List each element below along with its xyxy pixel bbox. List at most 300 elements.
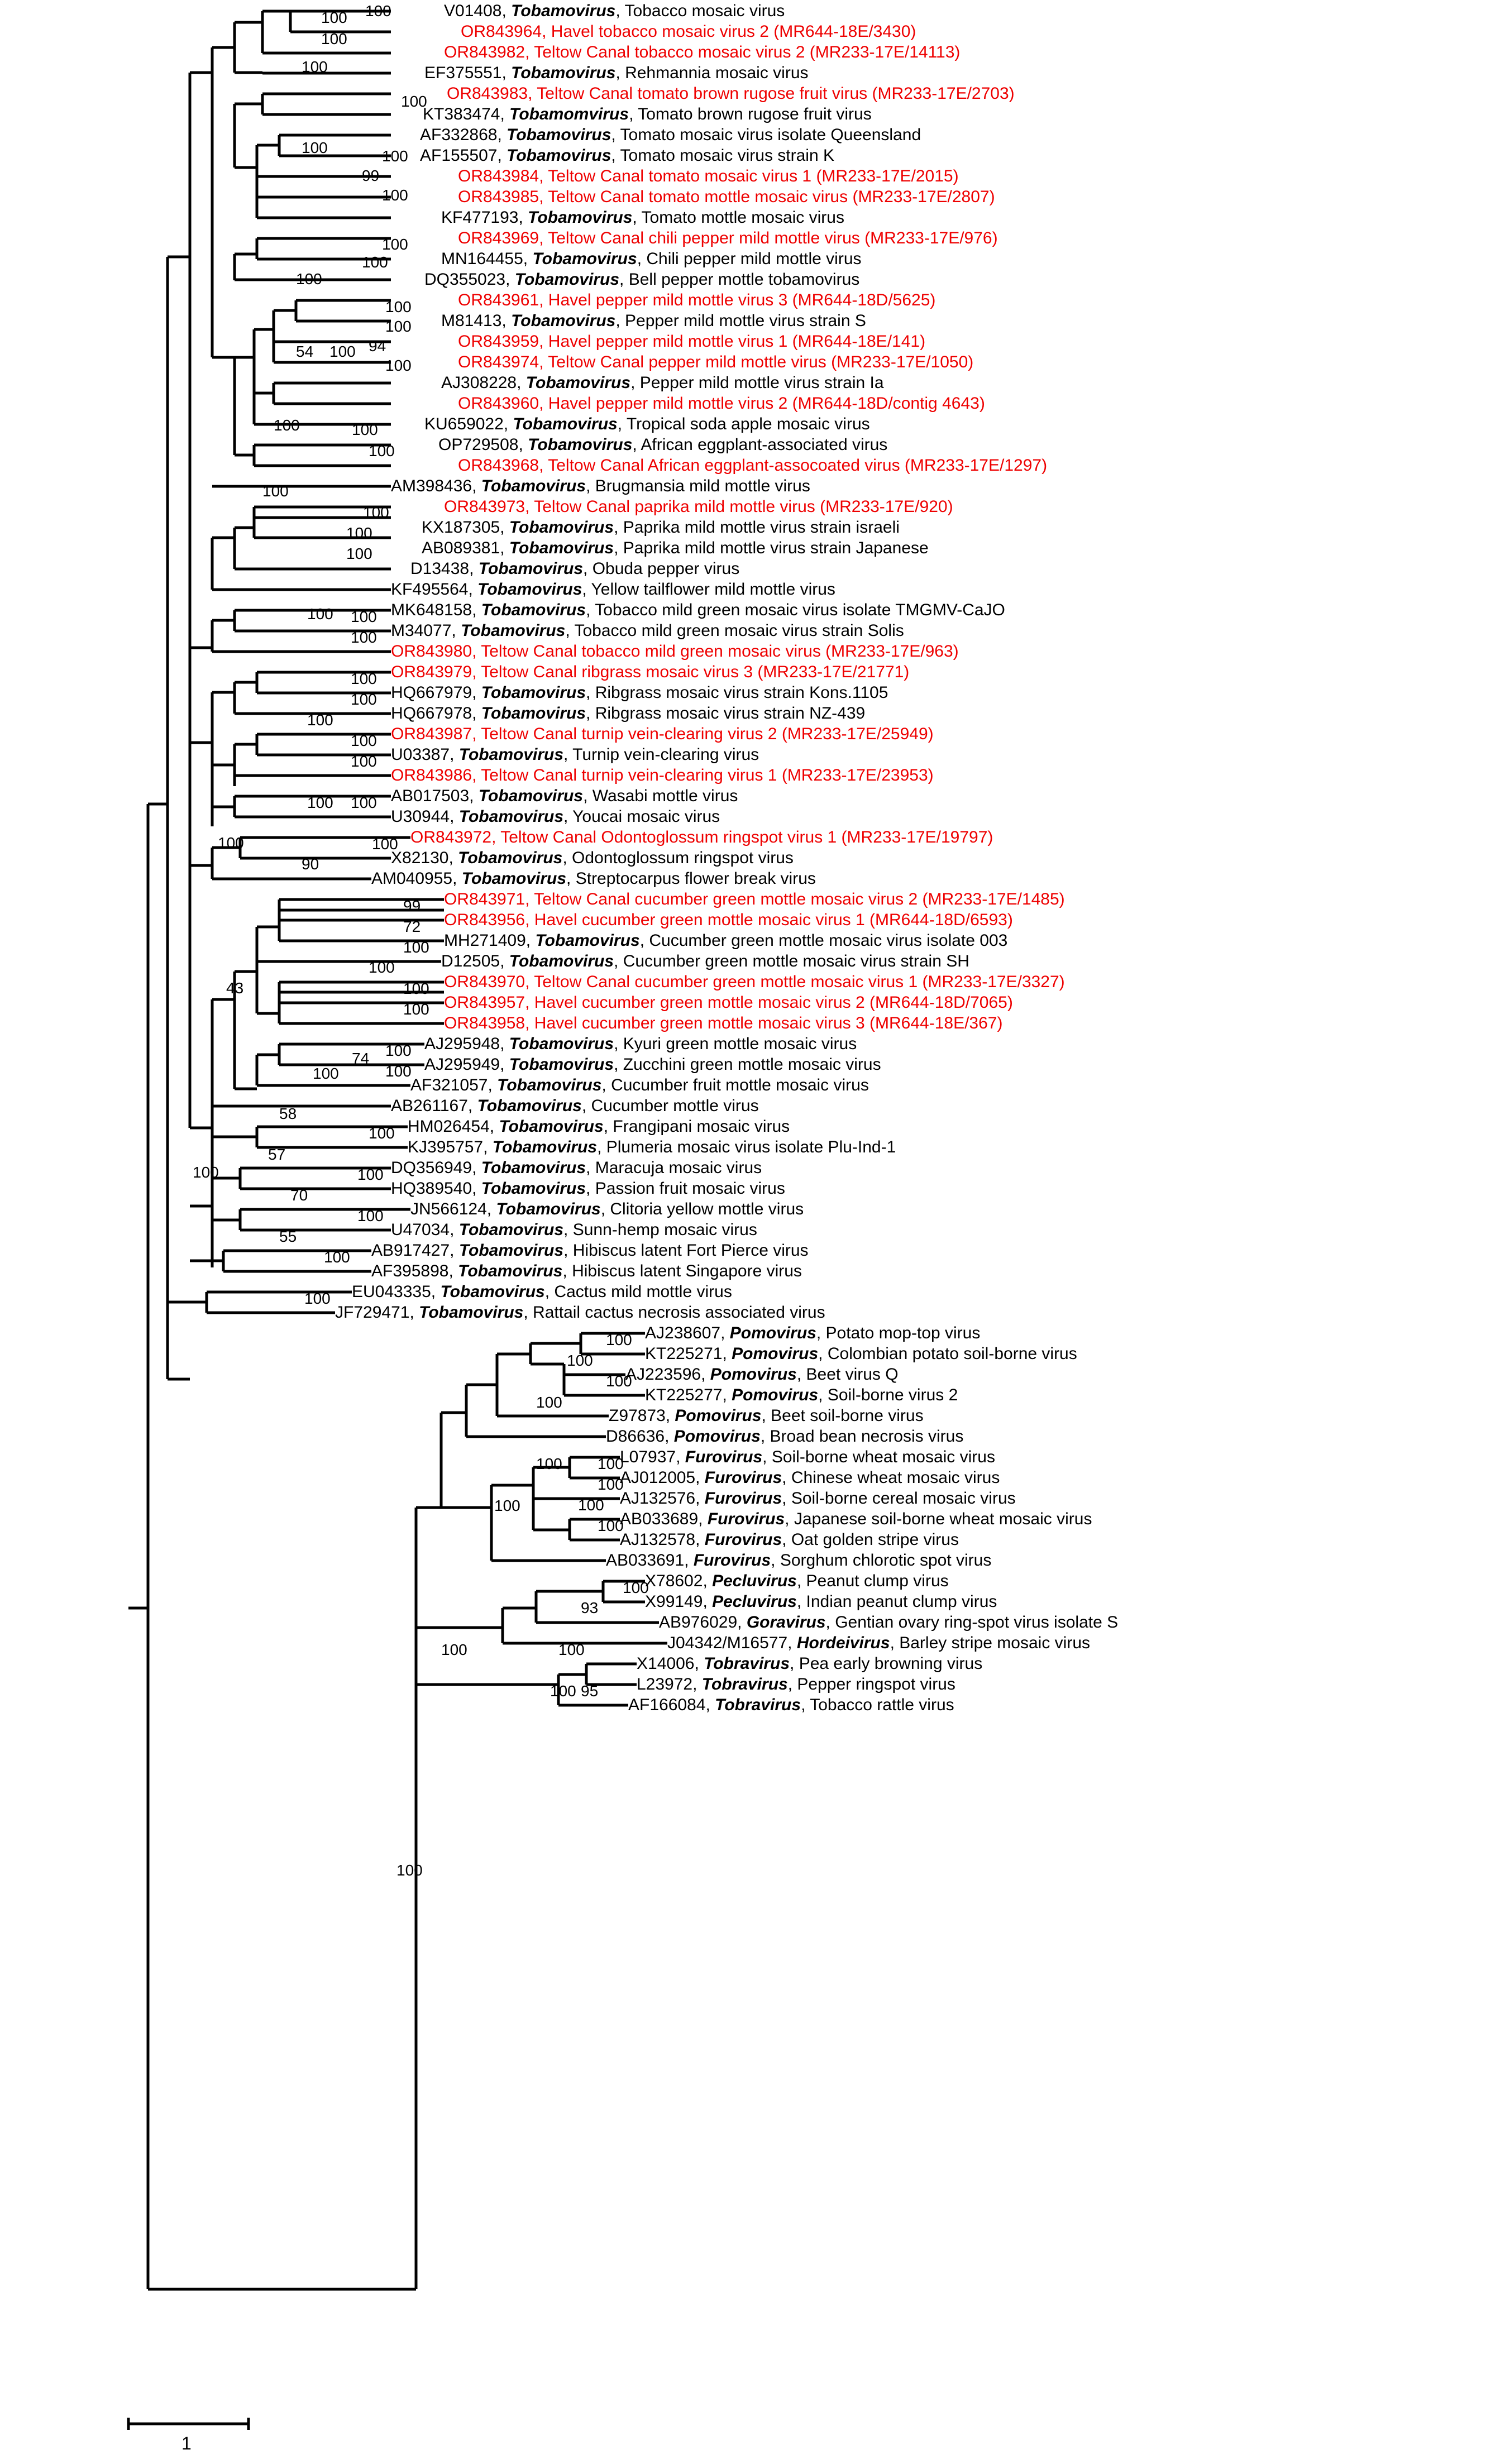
tip-accession: OR843986 xyxy=(391,766,472,784)
tip-label: DQ355023, Tobamovirus, Bell pepper mottle tobamovirus xyxy=(424,270,860,289)
tip-label: KT383474, Tobamomvirus, Tomato brown rugose fruit virus xyxy=(423,105,872,123)
tip-genus: Tobamovirus xyxy=(458,849,563,867)
tip-virus-name: Ribgrass mosaic virus strain Kons.1105 xyxy=(595,683,888,702)
tip-genus: Tobamovirus xyxy=(458,1262,563,1280)
tip-accession: MK648158 xyxy=(391,601,472,619)
tip-genus: Tobamovirus xyxy=(496,1200,601,1218)
tip-virus-name: Teltow Canal chili pepper mild mottle virus (MR233-17E/976) xyxy=(548,229,998,247)
tip-genus: Tobamovirus xyxy=(492,1138,598,1156)
bootstrap-value: 100 xyxy=(357,1207,384,1224)
tip-genus: Tobamovirus xyxy=(499,1117,604,1136)
tip-accession: HQ389540 xyxy=(391,1179,472,1198)
tip-accession: AJ012005 xyxy=(620,1468,696,1487)
bootstrap-value: 100 xyxy=(369,442,395,460)
bootstrap-value: 100 xyxy=(346,545,372,562)
tip-virus-name: Tobacco rattle virus xyxy=(810,1696,954,1714)
tip-genus: Pomovirus xyxy=(732,1386,819,1404)
bootstrap-value: 100 xyxy=(567,1352,593,1369)
tip-label: HQ667978, Tobamovirus, Ribgrass mosaic virus strain NZ-439 xyxy=(391,704,866,723)
tip-accession: MN164455 xyxy=(441,250,523,268)
tip-virus-name: Pea early browning virus xyxy=(799,1654,983,1673)
bootstrap-value: 100 xyxy=(362,253,388,271)
tip-accession: AB976029 xyxy=(659,1613,738,1631)
tip-genus: Pecluvirus xyxy=(712,1572,797,1590)
tip-accession: AF321057 xyxy=(410,1076,488,1094)
bootstrap-value: 70 xyxy=(290,1186,308,1204)
tip-virus-name: Rattail cactus necrosis associated virus xyxy=(533,1303,825,1322)
tip-genus: Tobamovirus xyxy=(509,539,614,557)
tip-label: AJ295949, Tobamovirus, Zucchini green mottle mosaic virus xyxy=(424,1055,881,1074)
bootstrap-value: 100 xyxy=(262,482,289,500)
tip-label: OR843959, Havel pepper mild mottle virus 1 (MR644-18E/141) xyxy=(458,332,926,351)
tip-virus-name: Havel tobacco mosaic virus 2 (MR644-18E/3430) xyxy=(551,22,916,41)
tip-label: L23972, Tobravirus, Pepper ringspot virus xyxy=(637,1675,955,1693)
tip-genus: Tobamovirus xyxy=(532,250,637,268)
tip-genus: Tobamovirus xyxy=(509,1035,614,1053)
tip-accession: KX187305 xyxy=(422,518,500,537)
tip-label: AB033689, Furovirus, Japanese soil-borne wheat mosaic virus xyxy=(620,1510,1092,1528)
tip-virus-name: Broad bean necrosis virus xyxy=(770,1427,964,1446)
tip-label: AB017503, Tobamovirus, Wasabi mottle virus xyxy=(391,787,738,805)
bootstrap-value: 100 xyxy=(385,1042,412,1059)
tip-label: X78602, Pecluvirus, Peanut clump virus xyxy=(645,1572,949,1590)
tip-accession: Z97873 xyxy=(609,1406,666,1425)
tip-accession: AJ295948 xyxy=(424,1035,500,1053)
bootstrap-value: 90 xyxy=(302,855,319,873)
tip-genus: Tobamovirus xyxy=(477,1097,582,1115)
tip-label: X82130, Tobamovirus, Odontoglossum ringspot virus xyxy=(391,849,794,867)
bootstrap-value: 100 xyxy=(321,30,347,47)
tip-label: AB261167, Tobamovirus, Cucumber mottle virus xyxy=(391,1097,759,1115)
tip-genus: Tobamovirus xyxy=(525,374,631,392)
tip-virus-name: Beet virus Q xyxy=(806,1365,899,1384)
bootstrap-value: 100 xyxy=(313,1065,339,1082)
tip-genus: Pomovirus xyxy=(732,1345,819,1363)
tip-genus: Tobamovirus xyxy=(458,1241,564,1260)
bootstrap-value: 100 xyxy=(365,2,391,20)
bootstrap-value: 100 xyxy=(351,670,377,687)
tip-accession: AJ238607 xyxy=(645,1324,721,1342)
tip-accession: OR843961 xyxy=(458,291,539,309)
bootstrap-value: 100 xyxy=(369,1125,395,1142)
tip-virus-name: Maracuja mosaic virus xyxy=(595,1159,762,1177)
tip-virus-name: Indian peanut clump virus xyxy=(806,1592,997,1611)
tip-virus-name: Soil-borne virus 2 xyxy=(827,1386,958,1404)
bootstrap-value: 100 xyxy=(351,629,377,646)
tip-genus: Pecluvirus xyxy=(712,1592,797,1611)
tip-accession: OR843983 xyxy=(447,84,528,103)
tip-label: AJ238607, Pomovirus, Potato mop-top virus xyxy=(645,1324,981,1342)
bootstrap-value: 57 xyxy=(268,1146,286,1163)
bootstrap-value: 100 xyxy=(606,1372,632,1390)
tip-accession: X14006 xyxy=(637,1654,695,1673)
tip-accession: KU659022 xyxy=(424,415,504,433)
tip-virus-name: Teltow Canal turnip vein-clearing virus 1 (MR233-17E/23953) xyxy=(481,766,934,784)
tip-virus-name: Cactus mild mottle virus xyxy=(554,1283,732,1301)
tip-accession: X82130 xyxy=(391,849,449,867)
bootstrap-value: 100 xyxy=(296,270,322,288)
tip-accession: OR843964 xyxy=(461,22,542,41)
tip-genus: Tobamovirus xyxy=(461,621,566,640)
bootstrap-value: 100 xyxy=(385,357,412,374)
tip-accession: OR843984 xyxy=(458,167,539,185)
tip-label: AB089381, Tobamovirus, Paprika mild mottle virus strain Japanese xyxy=(422,539,929,557)
tip-virus-name: Havel pepper mild mottle virus 2 (MR644-18D/contig 4643) xyxy=(548,394,985,413)
tip-genus: Tobamovirus xyxy=(509,518,614,537)
bootstrap-value: 100 xyxy=(351,608,377,625)
tip-genus: Furovirus xyxy=(693,1551,771,1570)
tip-label: J04342/M16577, Hordeivirus, Barley stripe mosaic virus xyxy=(667,1634,1090,1652)
tip-accession: EU043335 xyxy=(352,1283,431,1301)
tip-label: AJ295948, Tobamovirus, Kyuri green mottle mosaic virus xyxy=(424,1035,857,1053)
tip-label: OR843956, Havel cucumber green mottle mosaic virus 1 (MR644-18D/6593) xyxy=(444,911,1013,929)
bootstrap-value: 100 xyxy=(382,186,408,204)
tip-virus-name: Sorghum chlorotic spot virus xyxy=(780,1551,992,1570)
tip-genus: Tobamovirus xyxy=(511,312,616,330)
tip-genus: Tobravirus xyxy=(715,1696,801,1714)
tip-virus-name: Ribgrass mosaic virus strain NZ-439 xyxy=(595,704,866,723)
tip-label: D13438, Tobamovirus, Obuda pepper virus xyxy=(410,559,740,578)
tip-virus-name: Gentian ovary ring-spot virus isolate S xyxy=(835,1613,1119,1631)
tip-accession: OR843974 xyxy=(458,353,539,371)
tip-virus-name: Tomato mosaic virus isolate Queensland xyxy=(620,126,921,144)
tip-accession: KT225277 xyxy=(645,1386,723,1404)
tip-label: AM398436, Tobamovirus, Brugmansia mild mottle virus xyxy=(391,477,810,495)
tip-label: OR843957, Havel cucumber green mottle mosaic virus 2 (MR644-18D/7065) xyxy=(444,993,1013,1012)
tip-label: D12505, Tobamovirus, Cucumber green mottle mosaic virus strain SH xyxy=(441,952,969,970)
tip-genus: Tobamovirus xyxy=(535,931,640,950)
tip-accession: OR843968 xyxy=(458,456,539,475)
tip-accession: AJ223596 xyxy=(625,1365,701,1384)
tip-virus-name: Peanut clump virus xyxy=(806,1572,949,1590)
tip-label: X99149, Pecluvirus, Indian peanut clump virus xyxy=(645,1592,997,1611)
tip-accession: KJ395757 xyxy=(408,1138,484,1156)
tip-virus-name: Teltow Canal Odontoglossum ringspot virus 1 (MR233-17E/19797) xyxy=(500,828,993,846)
tip-accession: AF395898 xyxy=(371,1262,449,1280)
bootstrap-value: 43 xyxy=(226,979,244,997)
tip-accession: OR843980 xyxy=(391,642,472,661)
tip-label: OR843969, Teltow Canal chili pepper mild mottle virus (MR233-17E/976) xyxy=(458,229,998,247)
tip-label: AM040955, Tobamovirus, Streptocarpus flower break virus xyxy=(371,869,816,888)
tip-virus-name: Kyuri green mottle mosaic virus xyxy=(623,1035,857,1053)
tip-accession: V01408 xyxy=(444,2,502,20)
bootstrap-value: 100 xyxy=(385,1063,412,1080)
bootstrap-value: 100 xyxy=(385,298,412,315)
tip-genus: Tobamovirus xyxy=(458,1221,564,1239)
tip-virus-name: Pepper mild mottle virus strain Ia xyxy=(639,374,884,392)
tip-virus-name: Oat golden stripe virus xyxy=(791,1530,959,1549)
tip-virus-name: Tomato mosaic virus strain K xyxy=(620,146,834,165)
bootstrap-value: 99 xyxy=(362,167,380,184)
tip-label: OR843986, Teltow Canal turnip vein-clearing virus 1 (MR233-17E/23953) xyxy=(391,766,934,784)
tip-accession: AM398436 xyxy=(391,477,472,495)
tip-accession: U30944 xyxy=(391,807,450,826)
tip-accession: D86636 xyxy=(606,1427,665,1446)
tip-label: U47034, Tobamovirus, Sunn-hemp mosaic virus xyxy=(391,1221,757,1239)
tip-label: KJ395757, Tobamovirus, Plumeria mosaic virus isolate Plu-Ind-1 xyxy=(408,1138,896,1156)
bootstrap-value: 100 xyxy=(369,959,395,976)
tip-genus: Tobamovirus xyxy=(509,1055,614,1074)
tip-virus-name: Teltow Canal tobacco mild green mosaic virus (MR233-17E/963) xyxy=(481,642,959,661)
tip-virus-name: Teltow Canal tobacco mosaic virus 2 (MR233-17E/14113) xyxy=(534,43,961,61)
tip-genus: Tobamovirus xyxy=(458,745,564,764)
tip-label: AF166084, Tobravirus, Tobacco rattle virus xyxy=(628,1696,954,1714)
tip-accession: D13438 xyxy=(410,559,470,578)
tip-label: MN164455, Tobamovirus, Chili pepper mild mottle virus xyxy=(441,250,862,268)
tip-virus-name: Yellow tailflower mild mottle virus xyxy=(591,580,835,599)
tip-label: KU659022, Tobamovirus, Tropical soda apple mosaic virus xyxy=(424,415,870,433)
tip-label: OR843964, Havel tobacco mosaic virus 2 (MR644-18E/3430) xyxy=(461,22,916,41)
tip-accession: OR843972 xyxy=(410,828,492,846)
tip-label: MH271409, Tobamovirus, Cucumber green mottle mosaic virus isolate 003 xyxy=(444,931,1008,950)
tip-label: OR843961, Havel pepper mild mottle virus 3 (MR644-18D/5625) xyxy=(458,291,936,309)
bootstrap-value: 100 xyxy=(382,236,408,253)
tip-label: JN566124, Tobamovirus, Clitoria yellow mottle virus xyxy=(410,1200,804,1218)
tip-genus: Pomovirus xyxy=(710,1365,797,1384)
tip-label: OR843980, Teltow Canal tobacco mild green mosaic virus (MR233-17E/963) xyxy=(391,642,959,661)
tip-accession: J04342/M16577 xyxy=(667,1634,788,1652)
tip-virus-name: Hibiscus latent Singapore virus xyxy=(572,1262,802,1280)
tip-accession: AF166084 xyxy=(628,1696,706,1714)
tip-accession: KT225271 xyxy=(645,1345,723,1363)
tip-virus-name: Frangipani mosaic virus xyxy=(613,1117,790,1136)
bootstrap-value: 100 xyxy=(363,504,389,521)
tip-accession: KF477193 xyxy=(441,208,519,227)
tip-accession: OR843960 xyxy=(458,394,539,413)
tip-genus: Tobamovirus xyxy=(481,1179,586,1198)
tip-genus: Furovirus xyxy=(685,1448,763,1466)
tip-virus-name: Beet soil-borne virus xyxy=(771,1406,924,1425)
tip-virus-name: Teltow Canal cucumber green mottle mosaic virus 2 (MR233-17E/1485) xyxy=(534,890,1065,908)
tip-label: KT225271, Pomovirus, Colombian potato soil-borne virus xyxy=(645,1345,1077,1363)
tip-accession: AF155507 xyxy=(420,146,498,165)
tip-virus-name: Teltow Canal ribgrass mosaic virus 3 (MR233-17E/21771) xyxy=(481,663,910,681)
bootstrap-value: 100 xyxy=(329,343,356,360)
tip-genus: Tobamovirus xyxy=(507,146,611,165)
tip-label: OR843987, Teltow Canal turnip vein-clearing virus 2 (MR233-17E/25949) xyxy=(391,725,934,743)
bootstrap-value: 95 xyxy=(581,1682,599,1700)
tip-genus: Tobamovirus xyxy=(419,1303,524,1322)
tip-virus-name: Soil-borne wheat mosaic virus xyxy=(771,1448,995,1466)
bootstrap-value: 100 xyxy=(401,93,427,110)
tip-label: KX187305, Tobamovirus, Paprika mild mottle virus strain israeli xyxy=(422,518,900,537)
tip-virus-name: Plumeria mosaic virus isolate Plu-Ind-1 xyxy=(606,1138,896,1156)
tip-accession: AB033691 xyxy=(606,1551,685,1570)
tip-virus-name: Hibiscus latent Fort Pierce virus xyxy=(572,1241,809,1260)
tip-virus-name: African eggplant-associated virus xyxy=(641,436,888,454)
tip-virus-name: Colombian potato soil-borne virus xyxy=(827,1345,1077,1363)
tip-genus: Tobamovirus xyxy=(497,1076,602,1094)
tip-virus-name: Bell pepper mottle tobamovirus xyxy=(628,270,860,289)
bootstrap-value: 100 xyxy=(403,1001,429,1018)
tip-virus-name: Teltow Canal pepper mild mottle virus (MR233-17E/1050) xyxy=(548,353,974,371)
tip-label: AF155507, Tobamovirus, Tomato mosaic virus strain K xyxy=(420,146,834,165)
tip-genus: Goravirus xyxy=(746,1613,826,1631)
tip-accession: OR843985 xyxy=(458,188,539,206)
tip-label: AJ132578, Furovirus, Oat golden stripe virus xyxy=(620,1530,959,1549)
tip-accession: X78602 xyxy=(645,1572,703,1590)
tip-label: JF729471, Tobamovirus, Rattail cactus necrosis associated virus xyxy=(335,1303,825,1322)
tip-accession: AJ308228 xyxy=(441,374,517,392)
tip-genus: Tobamovirus xyxy=(481,601,586,619)
tip-virus-name: Brugmansia mild mottle virus xyxy=(595,477,810,495)
tip-accession: U03387 xyxy=(391,745,450,764)
tip-accession: DQ356949 xyxy=(391,1159,472,1177)
tip-label: AB917427, Tobamovirus, Hibiscus latent Fort Pierce virus xyxy=(371,1241,809,1260)
tip-virus-name: Tropical soda apple mosaic virus xyxy=(626,415,870,433)
tip-virus-name: Pepper ringspot virus xyxy=(797,1675,955,1693)
bootstrap-value: 100 xyxy=(346,524,372,542)
tip-accession: AB261167 xyxy=(391,1097,468,1115)
bootstrap-value: 100 xyxy=(382,147,408,165)
tip-virus-name: Obuda pepper virus xyxy=(592,559,740,578)
tip-virus-name: Clitoria yellow mottle virus xyxy=(610,1200,804,1218)
tip-genus: Tobamomvirus xyxy=(509,105,629,123)
tip-accession: AM040955 xyxy=(371,869,453,888)
tip-label: V01408, Tobamovirus, Tobacco mosaic virus xyxy=(444,2,785,20)
tip-virus-name: Tobacco mosaic virus xyxy=(624,2,785,20)
bootstrap-value: 74 xyxy=(352,1050,370,1067)
tip-virus-name: Tomato brown rugose fruit virus xyxy=(638,105,872,123)
tip-label: M81413, Tobamovirus, Pepper mild mottle virus strain S xyxy=(441,312,866,330)
bootstrap-value: 100 xyxy=(598,1517,624,1534)
bootstrap-value: 100 xyxy=(403,939,429,956)
bootstrap-value: 100 xyxy=(352,421,378,438)
bootstrap-value: 100 xyxy=(558,1641,585,1658)
bootstrap-value: 99 xyxy=(403,897,421,915)
tip-virus-name: Chili pepper mild mottle virus xyxy=(646,250,862,268)
tip-genus: Tobamovirus xyxy=(528,436,633,454)
tip-accession: KF495564 xyxy=(391,580,469,599)
bootstrap-value: 100 xyxy=(494,1497,520,1514)
tip-label: AB033691, Furovirus, Sorghum chlorotic spot virus xyxy=(606,1551,992,1570)
tip-label: HM026454, Tobamovirus, Frangipani mosaic virus xyxy=(408,1117,790,1136)
tip-accession: EF375551 xyxy=(424,64,502,82)
tip-genus: Tobamovirus xyxy=(514,270,620,289)
tip-accession: L07937 xyxy=(620,1448,676,1466)
tip-virus-name: Passion fruit mosaic virus xyxy=(595,1179,785,1198)
tip-genus: Tobamovirus xyxy=(478,559,584,578)
tip-virus-name: Teltow Canal African eggplant-assocoated virus (MR233-17E/1297) xyxy=(548,456,1048,475)
tip-genus: Tobamovirus xyxy=(477,580,582,599)
tip-accession: JF729471 xyxy=(335,1303,410,1322)
tip-label: OR843985, Teltow Canal tomato mottle mosaic virus (MR233-17E/2807) xyxy=(458,188,995,206)
tip-accession: D12505 xyxy=(441,952,500,970)
bootstrap-value: 58 xyxy=(279,1105,297,1122)
bootstrap-value: 100 xyxy=(302,139,328,156)
tip-label: DQ356949, Tobamovirus, Maracuja mosaic virus xyxy=(391,1159,762,1177)
bootstrap-value: 100 xyxy=(321,9,347,26)
tip-virus-name: Chinese wheat mosaic virus xyxy=(791,1468,1000,1487)
tip-virus-name: Barley stripe mosaic virus xyxy=(899,1634,1090,1652)
tip-label: OR843972, Teltow Canal Odontoglossum ringspot virus 1 (MR233-17E/19797) xyxy=(410,828,993,846)
tip-accession: KT383474 xyxy=(423,105,500,123)
bootstrap-value: 100 xyxy=(218,834,244,851)
tip-genus: Pomovirus xyxy=(675,1406,762,1425)
tip-genus: Furovirus xyxy=(704,1489,782,1508)
bootstrap-value: 100 xyxy=(193,1164,219,1181)
tip-genus: Hordeivirus xyxy=(796,1634,890,1652)
bootstrap-value: 100 xyxy=(623,1579,649,1596)
tip-virus-name: Teltow Canal tomato mottle mosaic virus (MR233-17E/2807) xyxy=(548,188,995,206)
tip-virus-name: Havel cucumber green mottle mosaic virus 2 (MR644-18D/7065) xyxy=(534,993,1013,1012)
tip-virus-name: Odontoglossum ringspot virus xyxy=(572,849,794,867)
tip-label: HQ389540, Tobamovirus, Passion fruit mosaic virus xyxy=(391,1179,785,1198)
bootstrap-value: 100 xyxy=(324,1248,350,1266)
tip-accession: OR843959 xyxy=(458,332,539,351)
tip-label: AF321057, Tobamovirus, Cucumber fruit mottle mosaic virus xyxy=(410,1076,869,1094)
tip-virus-name: Rehmannia mosaic virus xyxy=(625,64,809,82)
tip-label: HQ667979, Tobamovirus, Ribgrass mosaic virus strain Kons.1105 xyxy=(391,683,888,702)
tip-accession: DQ355023 xyxy=(424,270,506,289)
tip-label: OR843973, Teltow Canal paprika mild mottle virus (MR233-17E/920) xyxy=(444,497,953,516)
bootstrap-value: 100 xyxy=(536,1394,562,1411)
tip-label: OR843974, Teltow Canal pepper mild mottle virus (MR233-17E/1050) xyxy=(458,353,974,371)
tip-genus: Tobamovirus xyxy=(509,952,614,970)
tip-label: OR843979, Teltow Canal ribgrass mosaic virus 3 (MR233-17E/21771) xyxy=(391,663,910,681)
tip-genus: Tobamovirus xyxy=(481,477,586,495)
tip-virus-name: Teltow Canal tomato brown rugose fruit virus (MR233-17E/2703) xyxy=(537,84,1015,103)
tip-virus-name: Cucumber fruit mottle mosaic virus xyxy=(611,1076,869,1094)
tip-virus-name: Zucchini green mottle mosaic virus xyxy=(623,1055,881,1074)
tip-label: M34077, Tobamovirus, Tobacco mild green mosaic virus strain Solis xyxy=(391,621,904,640)
bootstrap-value: 100 xyxy=(351,732,377,749)
scale-bar-label: 1 xyxy=(181,2433,192,2453)
tip-accession: AB033689 xyxy=(620,1510,699,1528)
bootstrap-value: 100 xyxy=(536,1455,562,1472)
tip-accession: AJ132578 xyxy=(620,1530,696,1549)
tip-label: MK648158, Tobamovirus, Tobacco mild green mosaic virus isolate TMGMV-CaJO xyxy=(391,601,1005,619)
tip-virus-name: Potato mop-top virus xyxy=(825,1324,981,1342)
tip-genus: Tobamovirus xyxy=(440,1283,545,1301)
tip-accession: HQ667979 xyxy=(391,683,472,702)
bootstrap-value: 100 xyxy=(385,318,412,335)
tip-virus-name: Havel cucumber green mottle mosaic virus 1 (MR644-18D/6593) xyxy=(534,911,1013,929)
tip-virus-name: Pepper mild mottle virus strain S xyxy=(625,312,866,330)
bootstrap-value: 72 xyxy=(403,918,421,935)
bootstrap-value: 100 xyxy=(550,1682,576,1700)
tip-label: OR843983, Teltow Canal tomato brown rugose fruit virus (MR233-17E/2703) xyxy=(447,84,1015,103)
tip-label: AF395898, Tobamovirus, Hibiscus latent Singapore virus xyxy=(371,1262,802,1280)
tip-virus-name: Teltow Canal tomato mosaic virus 1 (MR233-17E/2015) xyxy=(548,167,959,185)
tip-label: OR843984, Teltow Canal tomato mosaic virus 1 (MR233-17E/2015) xyxy=(458,167,959,185)
tip-genus: Furovirus xyxy=(704,1530,782,1549)
bootstrap-value: 93 xyxy=(581,1599,599,1616)
tip-accession: OR843956 xyxy=(444,911,525,929)
tip-label: D86636, Pomovirus, Broad bean necrosis virus xyxy=(606,1427,964,1446)
bootstrap-value: 54 xyxy=(296,343,314,360)
tip-label: KF495564, Tobamovirus, Yellow tailflower mild mottle virus xyxy=(391,580,835,599)
tip-label: OP729508, Tobamovirus, African eggplant-associated virus xyxy=(438,436,888,454)
tip-accession: AJ295949 xyxy=(424,1055,500,1074)
tip-accession: L23972 xyxy=(637,1675,693,1693)
bootstrap-value: 100 xyxy=(351,691,377,708)
tip-genus: Tobamovirus xyxy=(511,2,616,20)
tip-genus: Tobravirus xyxy=(701,1675,788,1693)
tip-accession: AB089381 xyxy=(422,539,500,557)
tip-label: OR843971, Teltow Canal cucumber green mottle mosaic virus 2 (MR233-17E/1485) xyxy=(444,890,1065,908)
tip-accession: OP729508 xyxy=(438,436,519,454)
tip-label: AJ308228, Tobamovirus, Pepper mild mottle virus strain Ia xyxy=(441,374,884,392)
tip-virus-name: Paprika mild mottle virus strain Japanese xyxy=(623,539,929,557)
tip-virus-name: Japanese soil-borne wheat mosaic virus xyxy=(794,1510,1092,1528)
tip-accession: AB017503 xyxy=(391,787,470,805)
bootstrap-value: 94 xyxy=(369,337,386,355)
bootstrap-value: 100 xyxy=(396,1862,423,1879)
tip-virus-name: Teltow Canal cucumber green mottle mosaic virus 1 (MR233-17E/3327) xyxy=(534,973,1065,991)
bootstrap-value: 100 xyxy=(351,753,377,770)
tip-genus: Tobravirus xyxy=(704,1654,790,1673)
